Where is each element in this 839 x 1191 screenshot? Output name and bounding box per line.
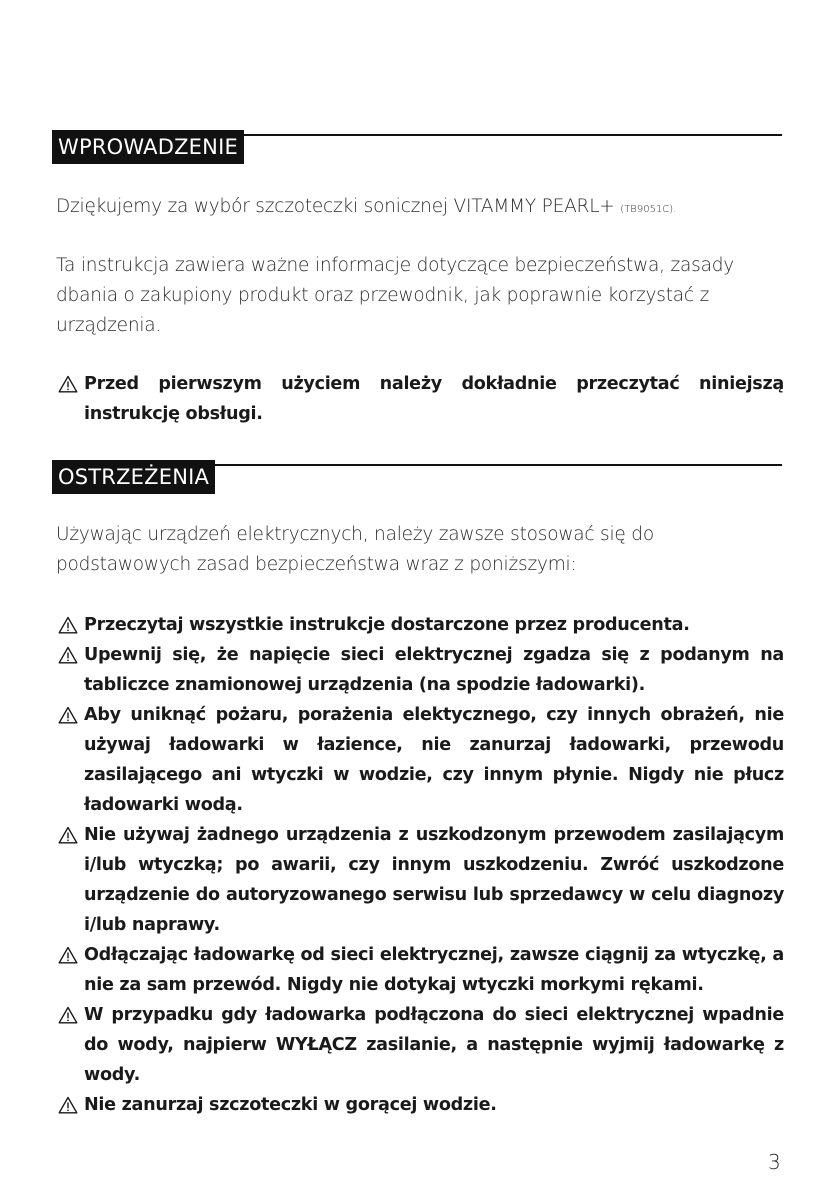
warning-item-text: Nie zanurzaj szczoteczki w gorącej wodzie. — [84, 1095, 497, 1115]
warning-item — [58, 820, 784, 940]
warning-triangle-icon — [58, 646, 78, 664]
warning-item-text: Odłączając ładowarkę od sieci elektrycznej, zawsze ciągnij za wtyczkę, a nie za sam przewód. Nigdy nie dotykaj wtyczki morkymi rękami. — [84, 945, 784, 995]
intro-heading: WPROWADZENIE — [52, 130, 244, 164]
warnings-intro: Używając urządzeń elektrycznych, należy zawsze stosować się do podstawowych zasad bezpieczeństwa wraz z poniższymi: — [56, 524, 654, 575]
warning-item — [58, 610, 784, 640]
intro-thanks-text: Dziękujemy za wybór szczoteczki sonicznej VITAMMY PEARL+ — [56, 196, 621, 217]
intro-warning — [58, 369, 784, 429]
page-number: 3 — [768, 1150, 781, 1174]
warning-triangle-icon — [58, 1096, 78, 1114]
warnings-list — [58, 610, 784, 1120]
warning-triangle-icon — [58, 375, 78, 393]
warning-item-text: Nie używaj żadnego urządzenia z uszkodzonym przewodem zasilającym i/lub wtyczką; po awarii, czy innym uszkodzeniu. Zwróć uszkodzone urządzenie do autoryzowanego serwisu lub sprzedawcy w celu diagnozy i/lub naprawy. — [84, 825, 784, 935]
warning-item-text: Przeczytaj wszystkie instrukcje dostarczone przez producenta. — [84, 615, 690, 635]
warning-item-text: Aby uniknąć pożaru, porażenia elektycznego, czy innych obrażeń, nie używaj ładowarki w łazience, nie zanurzaj ładowarki, przewodu zasilającego ani wtyczki w wodzie, czy innym płynie. Nigdy nie płucz ładowarki wodą. — [84, 705, 784, 815]
warning-triangle-icon — [58, 826, 78, 844]
warning-triangle-icon — [58, 1006, 78, 1024]
warning-item — [58, 1090, 784, 1120]
intro-model-code: (TB9051C). — [620, 204, 677, 215]
intro-info: Ta instrukcja zawiera ważne informacje dotyczące bezpieczeństwa, zasady dbania o zakupiony produkt oraz przewodnik, jak poprawnie korzystać z urządzenia. — [56, 255, 735, 336]
warnings-heading: OSTRZEŻENIA — [52, 460, 215, 494]
warning-triangle-icon — [58, 946, 78, 964]
warnings-section-header — [52, 460, 782, 494]
intro-thanks — [56, 192, 780, 225]
warning-item — [58, 640, 784, 700]
intro-section-header — [52, 130, 782, 164]
warning-item — [58, 700, 784, 820]
intro-warning-text: Przed pierwszym użyciem należy dokładnie przeczytać niniejszą instrukcję obsługi. — [84, 374, 784, 424]
warning-item-text: W przypadku gdy ładowarka podłączona do sieci elektrycznej wpadnie do wody, najpierw WYŁĄCZ zasilanie, a następnie wyjmij ładowarkę z wody. — [84, 1005, 784, 1085]
warning-item — [58, 940, 784, 1000]
warning-triangle-icon — [58, 706, 78, 724]
warning-triangle-icon — [58, 616, 78, 634]
warning-item — [58, 1000, 784, 1090]
warning-item-text: Upewnij się, że napięcie sieci elektrycznej zgadza się z podanym na tabliczce znamionowej urządzenia (na spodzie ładowarki). — [84, 645, 784, 695]
